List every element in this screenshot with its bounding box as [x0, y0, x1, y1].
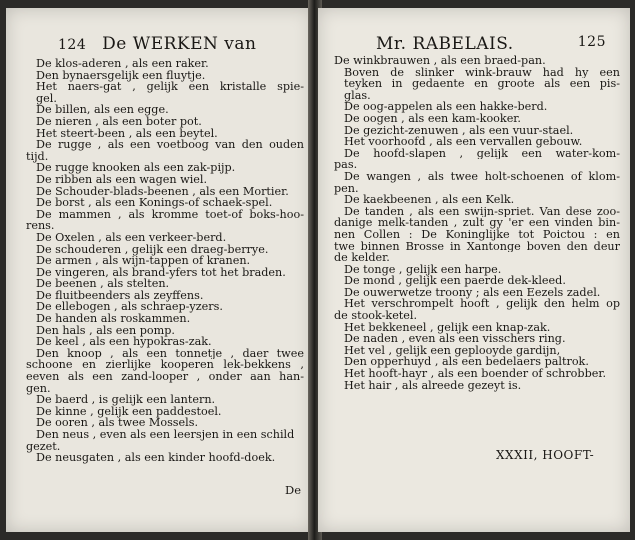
right-page	[318, 8, 630, 532]
text-line: De kinne , gelijk een paddestoel.	[36, 404, 222, 418]
text-line: De mond , gelijk een paerde dek-kleed.	[344, 274, 566, 288]
text-line: Boven de slinker wink-brauw had hy een	[344, 66, 620, 79]
text-line: De kaekbeenen , als een Kelk.	[344, 193, 515, 207]
text-line: De hoofd-slapen , gelijk een water-kom-	[344, 147, 620, 160]
text-line: nen Collen : De Koninglijke tot Poictou : en	[334, 228, 620, 241]
page-number: 124	[58, 37, 87, 53]
text-line: Den hals , als een pomp.	[36, 323, 175, 337]
text-line: De rugge , als een voetboog van den ouden	[36, 139, 304, 151]
text-line: gezet.	[26, 439, 61, 453]
text-line: De mammen , als kromme toet-of boks-hoo-	[36, 208, 304, 221]
text-line: De gezicht-zenuwen , als een vuur-stael.	[344, 123, 574, 137]
catchword: XXXII, HOOFT-	[496, 448, 595, 462]
text-line: De ouwerwetze troony ; als een Eezels zadel.	[344, 285, 601, 299]
running-head-title: De WERKEN van	[102, 34, 257, 54]
text-line: Het bekkeneel , gelijk een knap-zak.	[344, 320, 551, 334]
text-line: Het vel , gelijk een geplooyde gardijn,	[344, 343, 561, 357]
text-line: Het hair , als alreede gezeyt is.	[344, 378, 522, 392]
text-line: gel.	[36, 91, 57, 105]
left-text-block	[26, 58, 304, 464]
text-line: Den opperhuyd , als een bedelaers paltrok.	[344, 355, 589, 369]
text-line: twe binnen Brosse in Xantonge boven den deur	[334, 240, 620, 253]
text-line: Den neus , even als een leersjen in een schild	[36, 428, 295, 441]
text-line: Het steert-been , als een beytel.	[36, 126, 218, 140]
text-line: Het voorhoofd , als een vervallen gebouw.	[344, 135, 583, 149]
text-line: De tonge , gelijk een harpe.	[344, 262, 502, 276]
text-line: Den knoop , als een tonnetje , daer twee	[36, 347, 304, 360]
catchword: De	[285, 483, 302, 497]
text-line: De Oxelen , als een verkeer-berd.	[36, 230, 227, 244]
text-line: teyken in gedaente en groote als een pis-	[344, 78, 620, 90]
text-line: Het naers-gat , gelijk een kristalle spie-	[36, 81, 304, 93]
text-line: rens.	[26, 219, 55, 233]
text-line: De ooren , als twee Mossels.	[36, 416, 199, 430]
text-line: pen.	[334, 181, 359, 195]
text-line: De vingeren, als brand-yfers tot het braden.	[36, 265, 286, 279]
text-line: gen.	[26, 381, 51, 395]
right-running-head	[376, 34, 616, 54]
right-text-block	[334, 55, 620, 391]
text-line: De baerd , is gelijk een lantern.	[36, 393, 216, 407]
text-line: De Schouder-blads-beenen , als een Mortier.	[36, 184, 289, 198]
text-line: De rugge knooken als een zak-pijp.	[36, 161, 236, 175]
left-running-head	[58, 34, 257, 54]
text-line: de kelder.	[334, 251, 390, 265]
text-line: De handen als roskammen.	[36, 312, 191, 326]
text-line: De wangen , als twee holt-schoenen of klom-	[344, 170, 620, 183]
page-number: 125	[577, 34, 606, 50]
text-line: De neusgaten , als een kinder hoofd-doek.	[36, 451, 276, 465]
text-line: De winkbrauwen , als een braed-pan.	[334, 54, 546, 67]
text-line: De nieren , als een boter pot.	[36, 114, 202, 128]
text-line: De naden , even als een visschers ring.	[344, 332, 566, 346]
text-line: De keel , als een hypokras-zak.	[36, 335, 212, 349]
text-line: De oog-appelen als een hakke-berd.	[344, 100, 548, 114]
text-line: danige melk-tanden , zult gy 'er een vinden bin-	[334, 217, 620, 229]
text-line: De klos-aderen , als een raker.	[36, 57, 209, 70]
text-line: De fluitbeenders als zeyffens.	[36, 288, 204, 302]
text-line: pas.	[334, 158, 358, 172]
text-line: De oogen , als een kam-kooker.	[344, 111, 521, 125]
text-line: Het hooft-hayr , als een boender of schrobber.	[344, 367, 607, 381]
text-line: de stook-ketel.	[334, 309, 418, 323]
text-line: Den bynaersgelijk een fluytje.	[36, 68, 206, 82]
text-line: De billen, als een egge.	[36, 103, 169, 117]
text-line: De tanden , als een swijn-spriet. Van dese zoo-	[344, 205, 620, 218]
text-line: schoone en zierlijke kooperen lek-bekkens ,	[26, 359, 304, 372]
text-line: Het verschrompelt hooft , gelijk den helm op	[344, 298, 620, 311]
text-line: De armen , als wijn-tappen of kranen.	[36, 254, 251, 268]
text-line: De ribben als een wagen wiel.	[36, 172, 208, 186]
text-line: De schouderen , gelijk een draeg-berrye.	[36, 242, 269, 256]
text-line: De ellebogen , als schraep-yzers.	[36, 300, 223, 314]
text-line: eeven als een zand-looper , onder aan han-	[26, 371, 304, 383]
left-page	[6, 8, 312, 532]
running-head-title: Mr. RABELAIS.	[376, 34, 514, 54]
text-line: tijd.	[26, 149, 49, 163]
text-line: De borst , als een Konings-of schaek-spel.	[36, 196, 273, 210]
text-line: De beenen , als stelten.	[36, 277, 170, 291]
text-line: glas.	[344, 88, 371, 102]
